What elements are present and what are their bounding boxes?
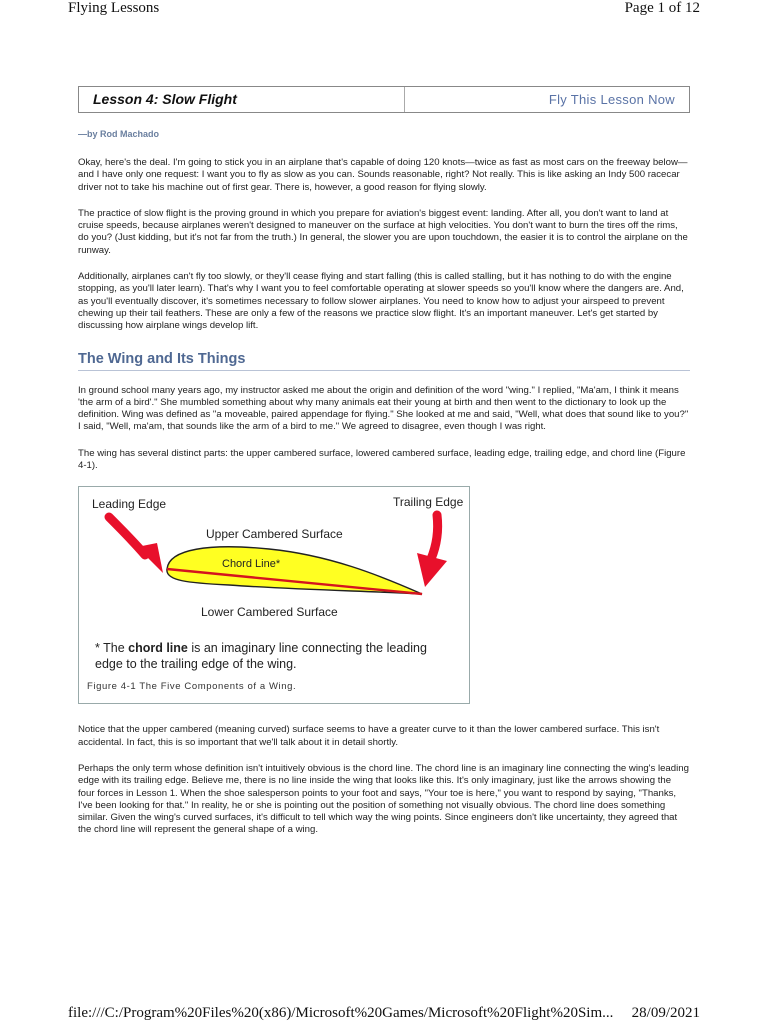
- lesson-header-box: [78, 86, 690, 113]
- paragraph: Okay, here's the deal. I'm going to stick you in an airplane that's capable of doing 120 knots—twice as fast as most cars on the freeway below—and I have only one request: I want you to fly as slow as you can. Sounds reasonable, right? Not really. This is like asking an Indy 500 racecar driver not to take his machine out of first gear. There is, however, a good reason for flying slowly.: [78, 157, 688, 193]
- footnote-term: chord line: [128, 641, 188, 656]
- file-path: file:///C:/Program%20Files%20(x86)/Microsoft%20Games/Microsoft%20Flight%20Sim...: [68, 1005, 614, 1021]
- document-content: [78, 86, 690, 837]
- print-date: 28/09/2021: [631, 1005, 700, 1021]
- section-heading: The Wing and Its Things: [78, 351, 690, 371]
- trailing-edge-arrow-icon: [431, 515, 438, 559]
- print-footer: [0, 1005, 768, 1024]
- paragraph: Additionally, airplanes can't fly too slowly, or they'll cease flying and start falling (this is called stalling, but it has nothing to do with the engine stopping, as you'll later learn). That's why I want you to feel comfortable operating at slower speeds so you'll know where the dangers are. And, as you'll eventually discover, it's sometimes necessary to follow slower airplanes. You need to know how to adjust your airspeed to prevent chewing up their tail feathers. These are only a few of the reasons we practice slow flight. It's an important maneuver. Let's get started by discussing how airplane wings develop lift.: [78, 271, 684, 332]
- page-number: Page 1 of 12: [624, 0, 700, 16]
- chord-line-label: Chord Line*: [222, 558, 281, 571]
- leading-edge-arrowhead-icon: [137, 543, 163, 573]
- upper-surface-label: Upper Cambered Surface: [206, 527, 343, 542]
- footnote-text: is an imaginary line connecting the leading edge to the trailing edge of the wing.: [95, 641, 427, 672]
- paragraph: The wing has several distinct parts: the upper cambered surface, lowered cambered surface, leading edge, trailing edge, and chord line (Figure 4-1).: [78, 447, 686, 472]
- paragraph: Notice that the upper cambered (meaning curved) surface seems to have a greater curve to it than the lower cambered surface. This isn't accidental. In fact, this is so important that we'll talk about it in detail shortly.: [78, 724, 660, 748]
- lower-surface-label: Lower Cambered Surface: [201, 605, 338, 620]
- print-header: [0, 0, 768, 20]
- paragraph: In ground school many years ago, my instructor asked me about the origin and definition of the word "wing." I replied, "Ma'am, I think it means 'the arm of a bird'." She mumbled something about why many animals eat their young at birth and then went to the dictionary to look up the definition. Wing was defined as "a moveable, paired appendage for flying." She looked at me and said, "Well, what does that sound like to you?" I said, "Well, ma'am, that sounds like the arm of a bird to me." We agreed to disagree, even though I was right.: [78, 384, 689, 433]
- wing-diagram: [79, 487, 471, 705]
- leading-edge-label: Leading Edge: [92, 497, 167, 512]
- fly-lesson-link[interactable]: Fly This Lesson Now: [548, 92, 675, 107]
- footnote-prefix: * The: [95, 641, 129, 656]
- figure-caption: Figure 4-1 The Five Components of a Wing.: [87, 681, 297, 693]
- figure-footnote: [95, 640, 455, 672]
- trailing-edge-arrowhead-icon: [417, 553, 447, 587]
- airfoil-shape: [167, 547, 422, 594]
- author-byline: —by Rod Machado: [78, 129, 160, 139]
- wing-figure: [78, 486, 470, 704]
- trailing-edge-label: Trailing Edge: [393, 495, 464, 510]
- print-header-title: Flying Lessons: [68, 0, 160, 16]
- paragraph: Perhaps the only term whose definition isn't intuitively obvious is the chord line. The chord line is an imaginary line connecting the wing's leading edge with its trailing edge. Believe me, there is no line inside the wing that looks like this. It's only imaginary, just like the arrows showing the four forces in Lesson 1. When the shoe salesperson points to your foot and says, "Your toe is here," you want to respond by saying, "Thanks, I've been looking for that." In reality, he or she is pointing out the position of something not visually obvious. The chord line does something similar. Given the wing's curved surfaces, it's difficult to tell which way the wing points. Since engineers don't like uncertainty, they agreed that the chord line will represent the general shape of a wing.: [78, 762, 689, 836]
- lesson-title: Lesson 4: Slow Flight: [79, 87, 405, 112]
- paragraph: The practice of slow flight is the proving ground in which you prepare for aviation's biggest event: landing. After all, you don't want to land at cruise speeds, because airplanes weren't designed to maneuver on the surface at high velocities. You don't want to burn the tires off the rims, do you? (Just kidding, but it's not far from the truth.) In general, the slower you are upon touchdown, the easier it is to control the airplane on the runway.: [78, 207, 688, 256]
